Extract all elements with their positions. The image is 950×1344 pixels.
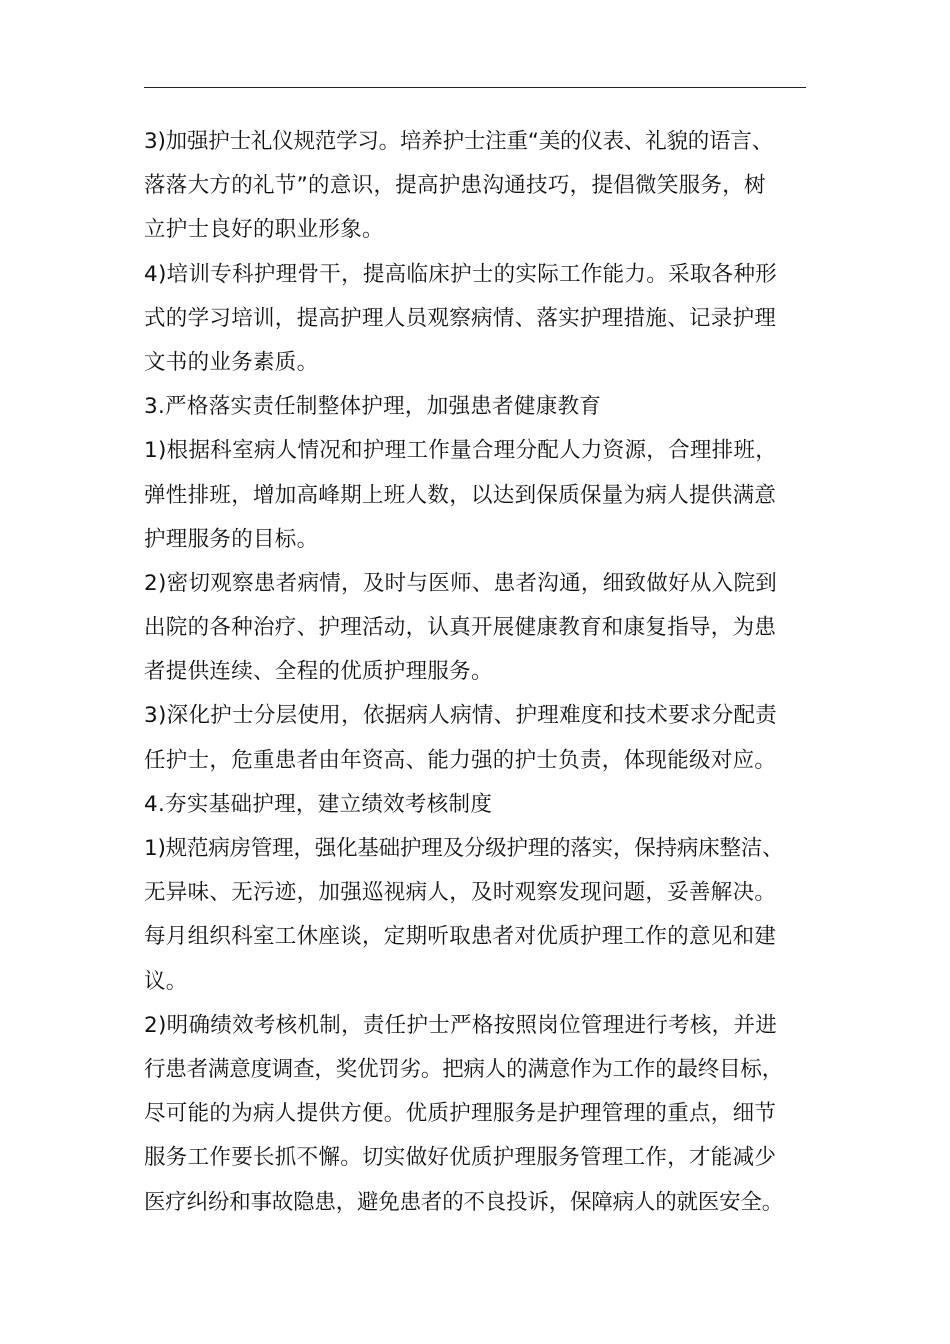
text-line: 3)深化护士分层使用，依据病人病情、护理难度和技术要求分配责 [144, 703, 778, 729]
text-line: 2)明确绩效考核机制，责任护士严格按照岗位管理进行考核，并进 [144, 1012, 778, 1038]
text-line: 出院的各种治疗、护理活动，认真开展健康教育和康复指导，为患 [144, 615, 777, 641]
text-line: 任护士，危重患者由年资高、能力强的护士负责，体现能级对应。 [144, 747, 777, 773]
text-line: 无异味、无污迹，加强巡视病人，及时观察发现问题，妥善解决。 [144, 880, 777, 906]
text-line: 护理服务的目标。 [144, 526, 319, 552]
section-heading: 3.严格落实责任制整体护理，加强患者健康教育 [144, 394, 602, 420]
text-line: 1)根据科室病人情况和护理工作量合理分配人力资源，合理排班， [144, 438, 778, 464]
text-line: 医疗纠纷和事故隐患，避免患者的不良投诉，保障病人的就医安全。 [144, 1189, 784, 1215]
text-line: 式的学习培训，提高护理人员观察病情、落实护理措施、记录护理 [144, 305, 777, 331]
text-line: 4)培训专科护理骨干，提高临床护士的实际工作能力。采取各种形 [144, 261, 778, 287]
text-line: 落落大方的礼节”的意识，提高护患沟通技巧，提倡微笑服务，树 [144, 173, 766, 199]
text-line: 者提供连续、全程的优质护理服务。 [144, 659, 493, 685]
text-line: 文书的业务素质。 [144, 349, 319, 375]
text-line: 2)密切观察患者病情，及时与医师、患者沟通，细致做好从入院到 [144, 570, 778, 596]
text-line: 服务工作要长抓不懈。切实做好优质护理服务管理工作，才能减少 [144, 1145, 777, 1171]
text-line: 3)加强护士礼仪规范学习。培养护士注重“美的仪表、礼貌的语言、 [144, 129, 774, 154]
text-line: 弹性排班，增加高峰期上班人数，以达到保质保量为病人提供满意 [144, 482, 777, 508]
text-line: 立护士良好的职业形象。 [144, 217, 384, 243]
text-line: 行患者满意度调查，奖优罚劣。把病人的满意作为工作的最终目标， [144, 1056, 784, 1082]
document-body [144, 120, 824, 1225]
section-heading: 4.夯实基础护理，建立绩效考核制度 [144, 791, 493, 817]
text-line: 1)规范病房管理，强化基础护理及分级护理的落实，保持病床整洁、 [144, 836, 784, 861]
text-line: 尽可能的为病人提供方便。优质护理服务是护理管理的重点，细节 [144, 1101, 777, 1127]
header-rule [144, 87, 806, 88]
text-line: 每月组织科室工休座谈，定期听取患者对优质护理工作的意见和建 [144, 924, 777, 950]
text-line: 议。 [144, 968, 188, 994]
